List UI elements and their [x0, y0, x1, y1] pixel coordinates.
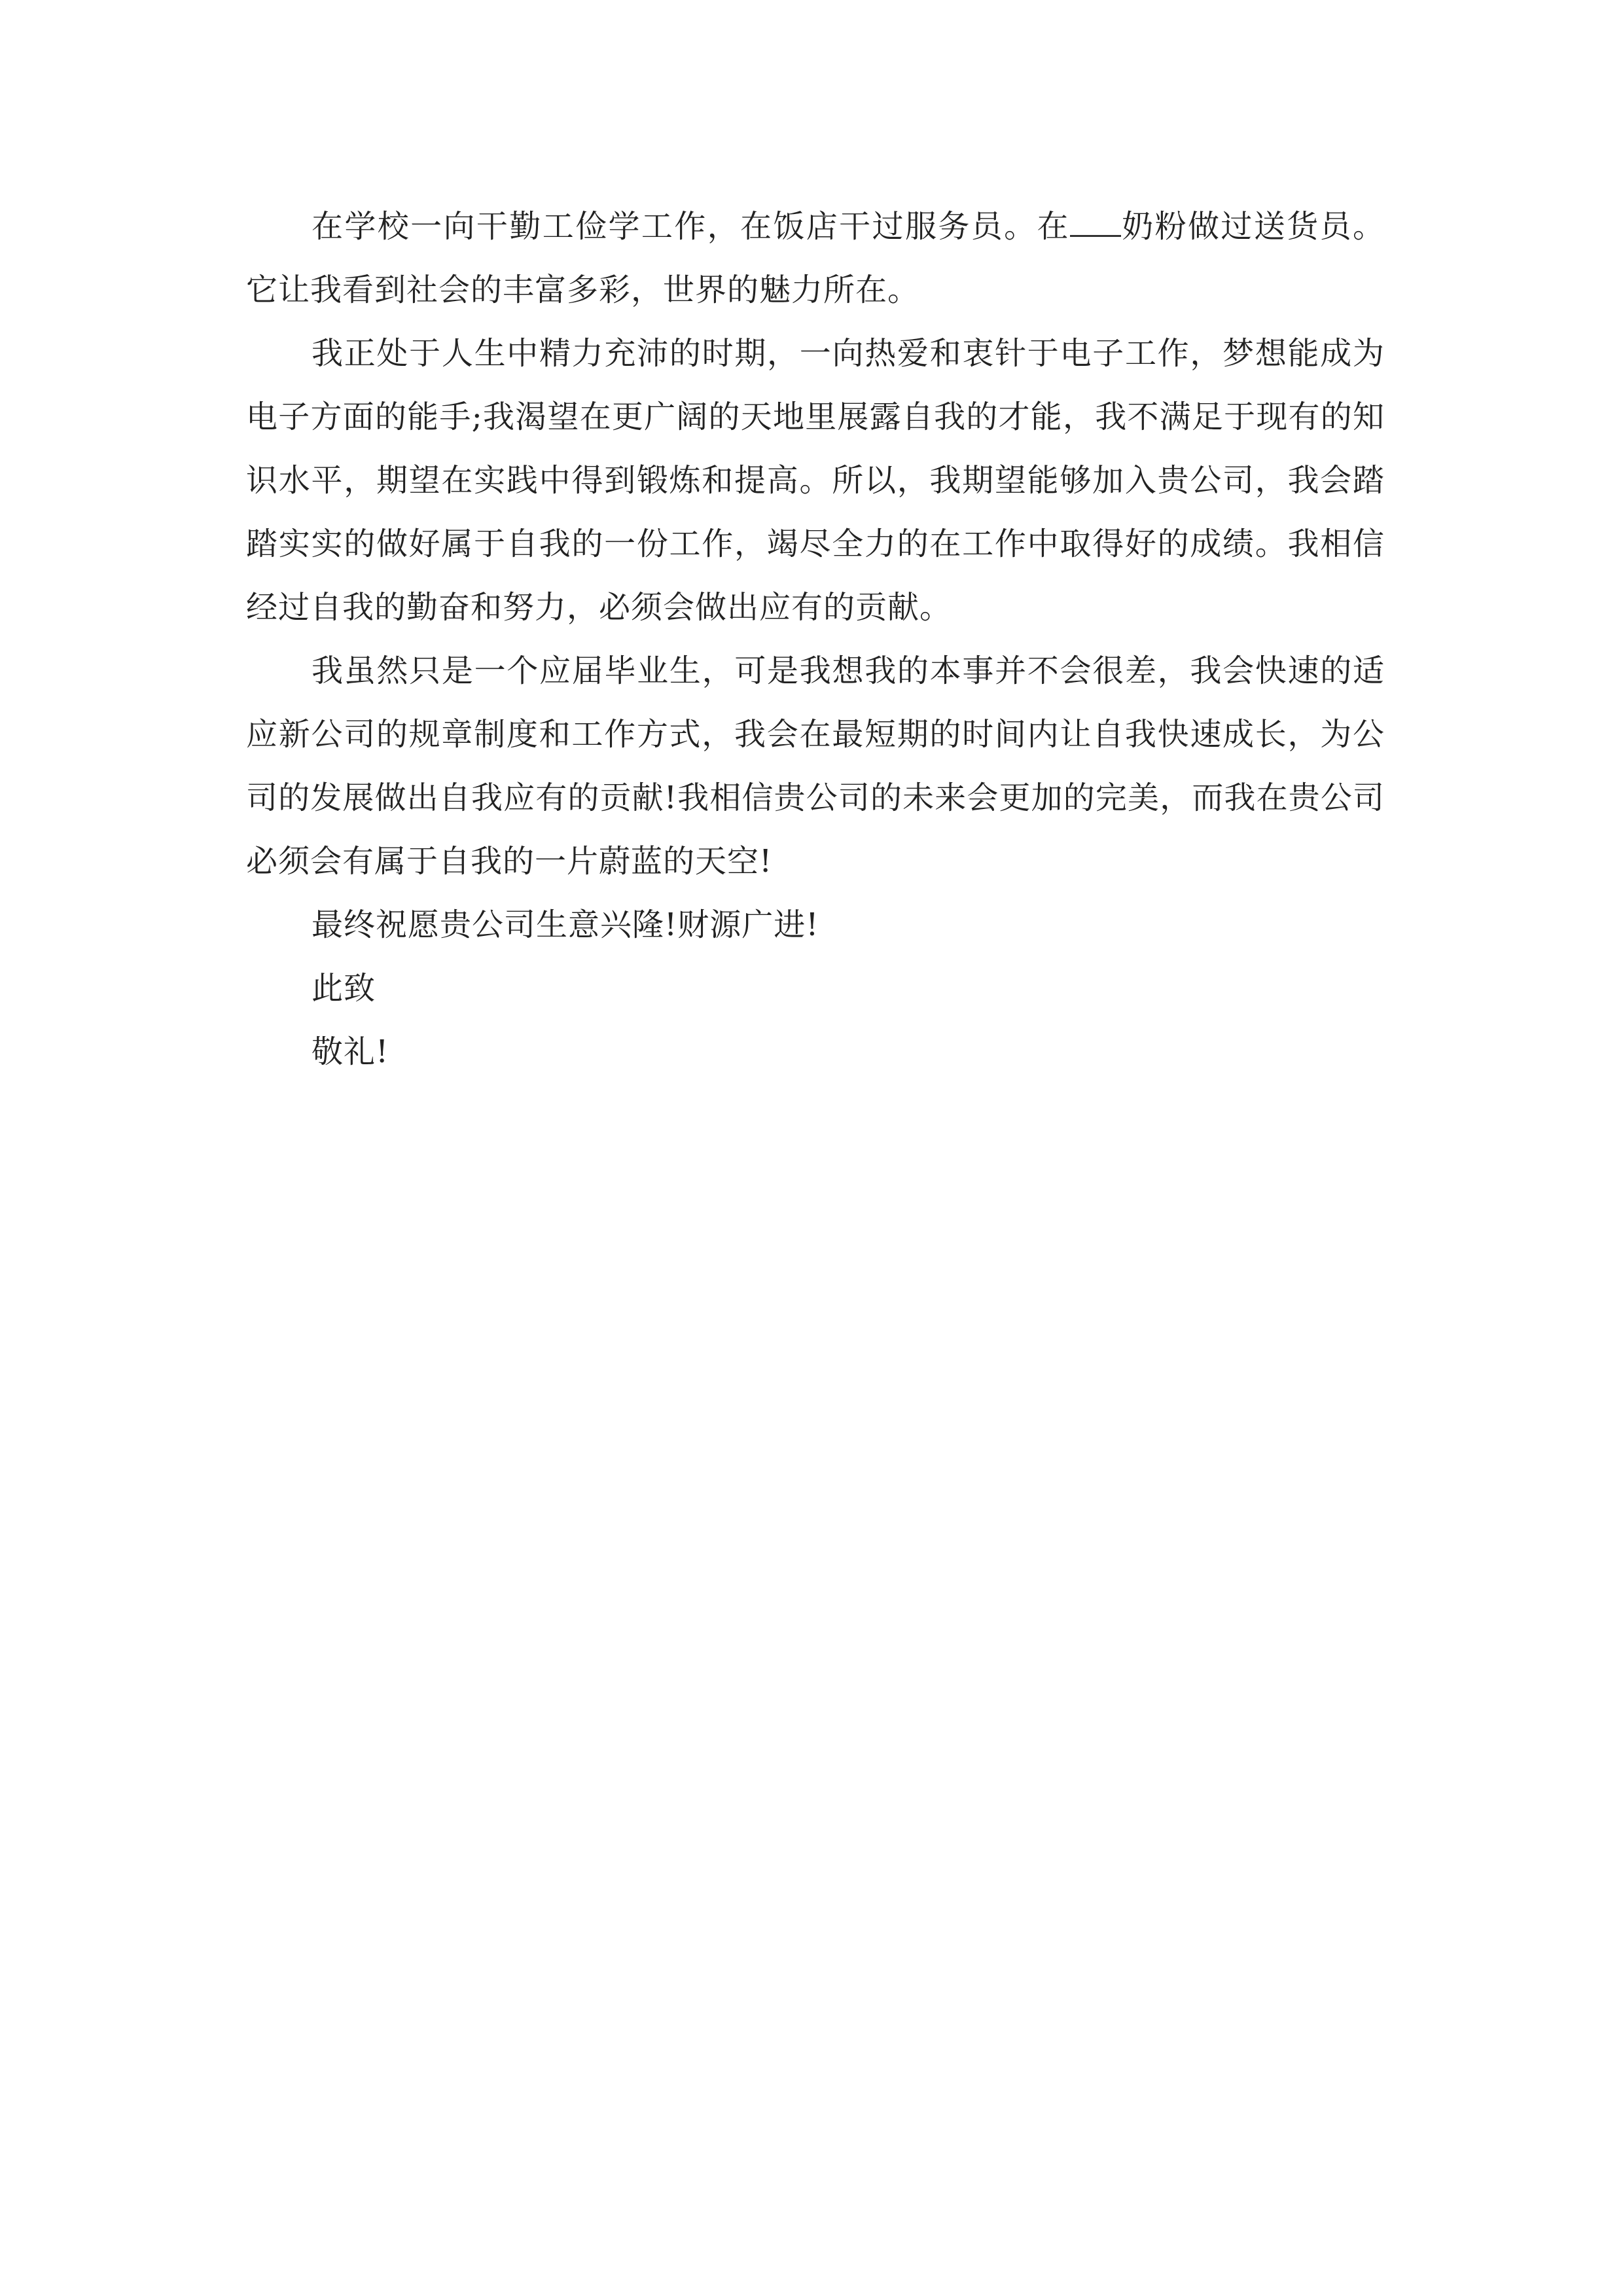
paragraph-graduate: 我虽然只是一个应届毕业生，可是我想我的本事并不会很差，我会快速的适应新公司的规章制度和工作方式，我会在最短期的时间内让自我快速成长，为公司的发展做出自我应有的贡献!我相信贵公司的未来会更加的完美，而我在贵公司必须会有属于自我的一片蔚蓝的天空! [246, 653, 1385, 880]
paragraph-text-part: 在学校一向干勤工俭学工作，在饭店干过服务员。在 [312, 208, 1070, 245]
paragraph-text-part: 奶粉做过送货员。它让我看到社会的丰富多彩，世界的魅力所在。 [246, 208, 1385, 308]
letter-body [246, 195, 1385, 1084]
blank-underline [1070, 209, 1121, 237]
paragraph-work-experience [246, 195, 1385, 322]
paragraph-wishes: 最终祝愿贵公司生意兴隆!财源广进! [312, 906, 819, 943]
closing-salutation: 此致 [312, 970, 376, 1007]
closing-regards: 敬礼! [312, 1033, 389, 1070]
paragraph-aspiration: 我正处于人生中精力充沛的时期，一向热爱和衷针于电子工作，梦想能成为电子方面的能手;我渴望在更广阔的天地里展露自我的才能，我不满足于现有的知识水平，期望在实践中得到锻炼和提高。所以，我期望能够加入贵公司，我会踏踏实实的做好属于自我的一份工作，竭尽全力的在工作中取得好的成绩。我相信经过自我的勤奋和努力，必须会做出应有的贡献。 [246, 335, 1385, 626]
